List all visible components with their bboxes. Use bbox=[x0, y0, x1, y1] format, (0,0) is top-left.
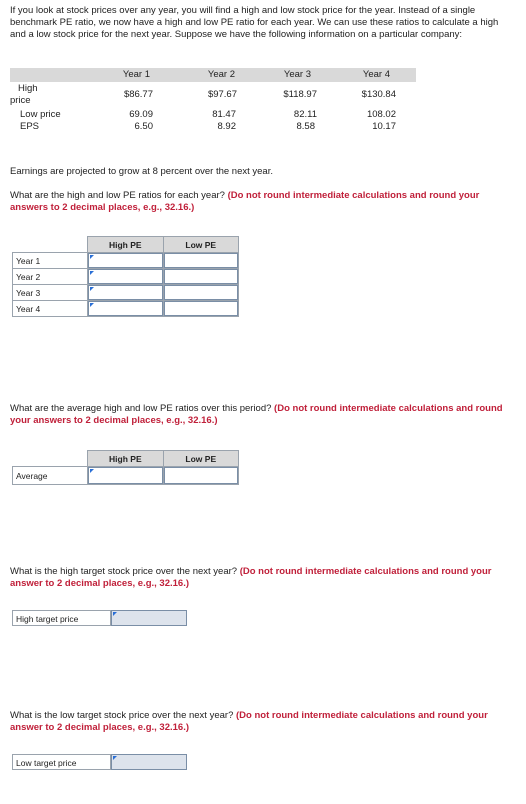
high-price-label: High bbox=[18, 83, 38, 94]
question-4-instruction: (Do not round intermediate calculations and round your answer to 2 decimal places, e.g., 32.16.) bbox=[10, 710, 488, 733]
year-header: Year 2 bbox=[207, 69, 235, 80]
high-price-value: $86.77 bbox=[123, 89, 153, 100]
question-4-text: What is the low target stock price over the next year? bbox=[10, 710, 236, 721]
pe-ratio-answer-table bbox=[12, 236, 239, 317]
table-row bbox=[13, 253, 239, 269]
input-marker-icon bbox=[90, 271, 94, 275]
growth-text: Earnings are projected to grow at 8 percent over the next year. bbox=[10, 166, 273, 177]
high-pe-input-year-2[interactable] bbox=[88, 269, 163, 284]
low-price-value: 82.11 bbox=[293, 109, 317, 120]
high-price-value: $97.67 bbox=[207, 89, 237, 100]
year-header: Year 4 bbox=[362, 69, 390, 80]
low-pe-input-year-4[interactable] bbox=[164, 301, 238, 316]
average-high-pe-input[interactable] bbox=[88, 467, 162, 484]
question-1-instruction: (Do not round intermediate calculations and round your answers to 2 decimal places, e.g., 32.16.) bbox=[10, 190, 480, 213]
question-2-text: What are the average high and low PE ratios over this period? bbox=[10, 403, 275, 414]
low-pe-header: Low PE bbox=[163, 237, 238, 253]
low-price-value: 81.47 bbox=[212, 109, 236, 120]
intro-text: If you look at stock prices over any year, you will find a high and low stock price for the year. Instead of a single benchmark PE ratio, we now have a high and low PE ratio for each year. We can use these ratios to calculate a high and a low stock price for the next year. Suppose we have the following information on a particular company: bbox=[10, 5, 499, 40]
low-price-label: Low price bbox=[20, 109, 61, 120]
low-price-value: 69.09 bbox=[129, 109, 153, 120]
high-price-value: $118.97 bbox=[283, 89, 317, 100]
high-pe-input-year-1[interactable] bbox=[88, 253, 163, 268]
row-label: Average bbox=[13, 467, 88, 485]
high-pe-input-year-4[interactable] bbox=[88, 301, 163, 316]
year-header: Year 1 bbox=[122, 69, 150, 80]
question-4 bbox=[10, 710, 510, 734]
low-pe-input-year-1[interactable] bbox=[164, 253, 238, 268]
high-pe-header: High PE bbox=[88, 451, 163, 467]
table-row bbox=[13, 301, 239, 317]
eps-value: 6.50 bbox=[134, 121, 153, 132]
question-1 bbox=[10, 190, 510, 214]
low-pe-input-year-3[interactable] bbox=[164, 285, 238, 300]
input-marker-icon bbox=[90, 255, 94, 259]
question-2-instruction: (Do not round intermediate calculations and round your answers to 2 decimal places, e.g., 32.16.) bbox=[10, 403, 503, 426]
question-1-text: What are the high and low PE ratios for each year? bbox=[10, 190, 228, 201]
low-price-value: 108.02 bbox=[366, 109, 396, 120]
question-3-text: What is the high target stock price over the next year? bbox=[10, 566, 240, 577]
average-pe-answer-table bbox=[12, 450, 239, 485]
row-label: Year 2 bbox=[13, 269, 88, 285]
low-pe-input-year-2[interactable] bbox=[164, 269, 238, 284]
table-row bbox=[13, 285, 239, 301]
average-low-pe-input[interactable] bbox=[164, 467, 238, 484]
table-row bbox=[13, 467, 239, 485]
question-3-instruction: (Do not round intermediate calculations and round your answer to 2 decimal places, e.g., 32.16.) bbox=[10, 566, 492, 589]
low-target-price-label: Low target price bbox=[12, 754, 111, 770]
low-target-price-row bbox=[12, 754, 187, 770]
input-marker-icon bbox=[90, 287, 94, 291]
input-marker-icon bbox=[113, 756, 117, 760]
eps-value: 8.92 bbox=[217, 121, 236, 132]
eps-value: 8.58 bbox=[296, 121, 315, 132]
table-row bbox=[13, 269, 239, 285]
high-price-label: price bbox=[10, 95, 31, 106]
high-price-value: $130.84 bbox=[361, 89, 396, 100]
high-target-price-row bbox=[12, 610, 187, 626]
year-header: Year 3 bbox=[283, 69, 311, 80]
high-target-price-input[interactable] bbox=[111, 610, 187, 626]
high-target-price-label: High target price bbox=[12, 610, 111, 626]
input-marker-icon bbox=[113, 612, 117, 616]
eps-label: EPS bbox=[20, 121, 40, 132]
question-2 bbox=[10, 403, 510, 427]
high-pe-header: High PE bbox=[88, 237, 164, 253]
row-label: Year 4 bbox=[13, 301, 88, 317]
low-pe-header: Low PE bbox=[163, 451, 238, 467]
low-target-price-input[interactable] bbox=[111, 754, 187, 770]
question-3 bbox=[10, 566, 510, 590]
eps-value: 10.17 bbox=[372, 121, 396, 132]
input-marker-icon bbox=[90, 303, 94, 307]
row-label: Year 3 bbox=[13, 285, 88, 301]
input-marker-icon bbox=[90, 469, 94, 473]
row-label: Year 1 bbox=[13, 253, 88, 269]
high-pe-input-year-3[interactable] bbox=[88, 285, 163, 300]
